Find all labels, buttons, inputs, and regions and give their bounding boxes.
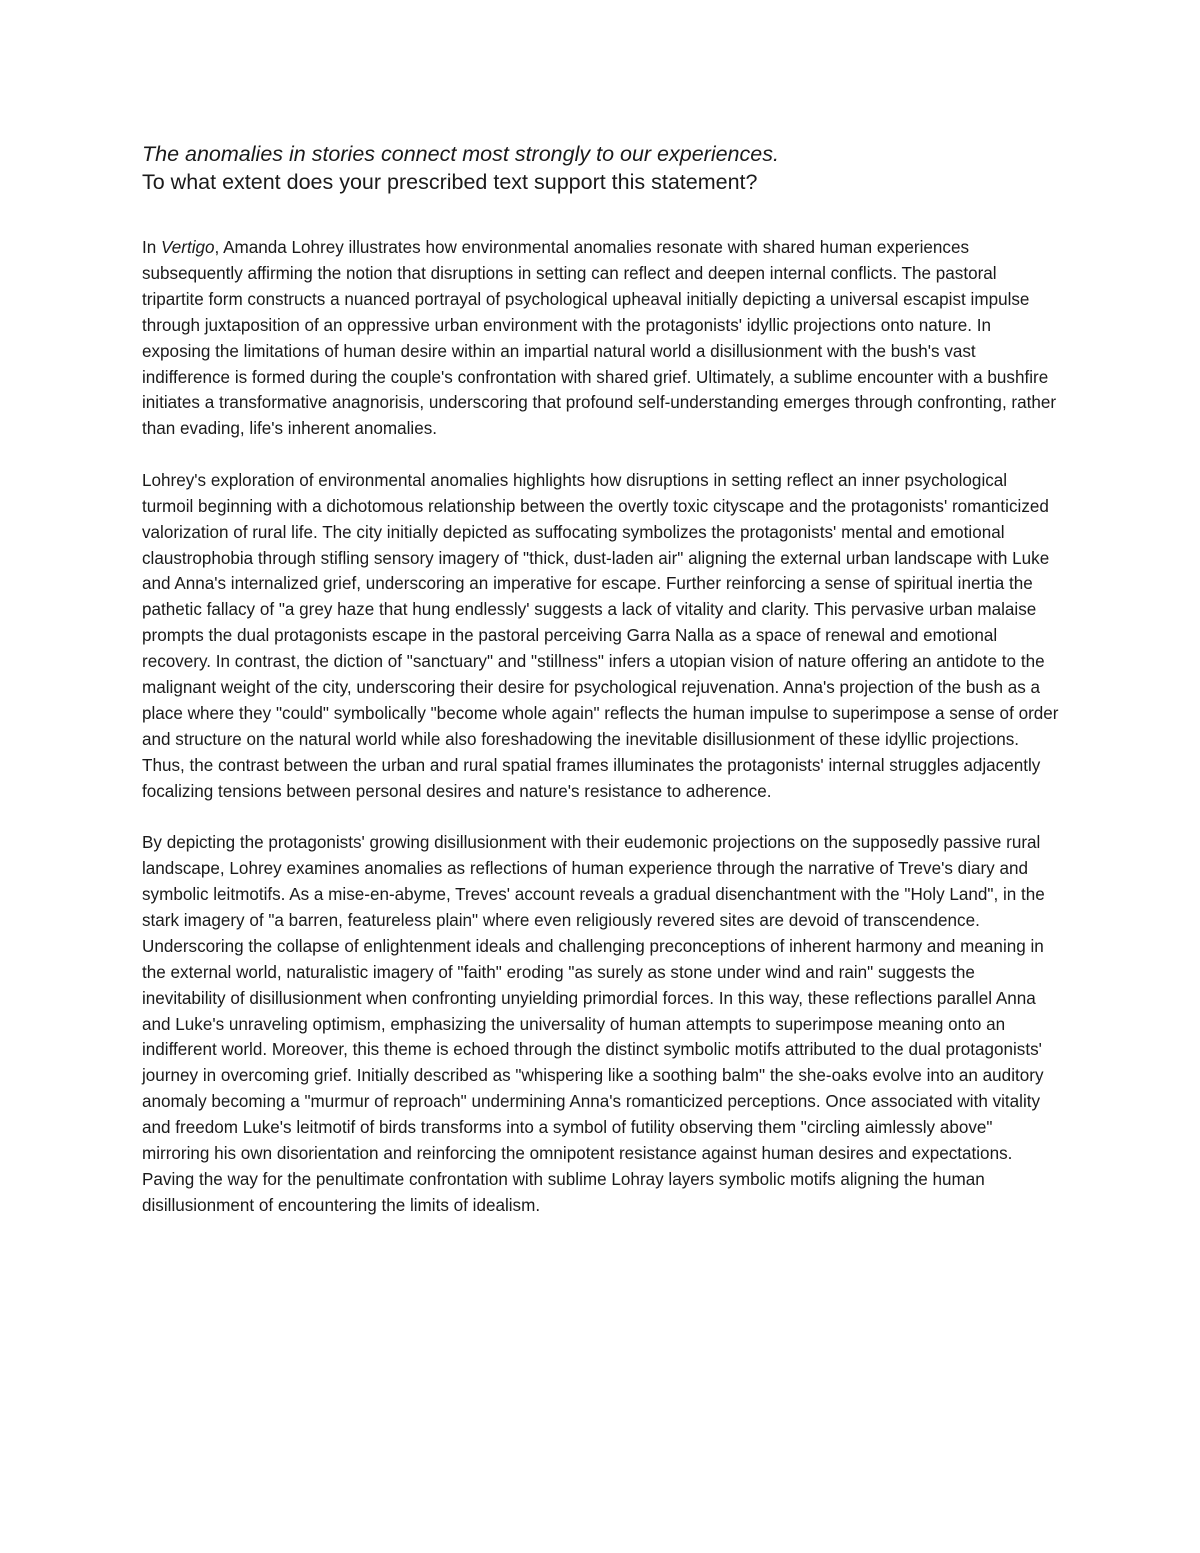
essay-prompt-question: To what extent does your prescribed text support this statement? [142, 170, 758, 194]
text-title: Vertigo [161, 238, 215, 257]
essay-prompt-statement: The anomalies in stories connect most strongly to our experiences. [142, 142, 779, 166]
introduction-paragraph [142, 235, 1060, 442]
document-page [142, 140, 1060, 1219]
intro-body: , Amanda Lohrey illustrates how environmental anomalies resonate with shared human experiences subsequently affirming the notion that disruptions in setting can reflect and deepen internal conflicts. The pastoral tripartite form constructs a nuanced portrayal of psychological upheaval initially depicting a universal escapist impulse through juxtaposition of an oppressive urban environment with the protagonists' idyllic projections onto nature. In exposing the limitations of human desire within an impartial natural world a disillusionment with the bush's vast indifference is formed during the couple's confrontation with shared grief. Ultimately, a sublime encounter with a bushfire initiates a transformative anagnorisis, underscoring that profound self-understanding emerges through confronting, rather than evading, life's inherent anomalies. [142, 238, 1057, 439]
body-paragraph-1: Lohrey's exploration of environmental anomalies highlights how disruptions in setting reflect an inner psychological turmoil beginning with a dichotomous relationship between the overtly toxic cityscape and the protagonists' romanticized valorization of rural life. The city initially depicted as suffocating symbolizes the protagonists' mental and emotional claustrophobia through stifling sensory imagery of "thick, dust-laden air" aligning the external urban landscape with Luke and Anna's internalized grief, underscoring an imperative for escape. Further reinforcing a sense of spiritual inertia the pathetic fallacy of "a grey haze that hung endlessly' suggests a lack of vitality and clarity. This pervasive urban malaise prompts the dual protagonists escape in the pastoral perceiving Garra Nalla as a space of renewal and emotional recovery. In contrast, the diction of "sanctuary" and "stillness" infers a utopian vision of nature offering an antidote to the malignant weight of the city, underscoring their desire for psychological rejuvenation. Anna's projection of the bush as a place where they "could" symbolically "become whole again" reflects the human impulse to superimpose a sense of order and structure on the natural world while also foreshadowing the inevitable disillusionment of these idyllic projections. Thus, the contrast between the urban and rural spatial frames illuminates the protagonists' internal struggles adjacently focalizing tensions between personal desires and nature's resistance to adherence. [142, 470, 1059, 801]
intro-prefix: In [142, 238, 162, 257]
body-paragraph-2: By depicting the protagonists' growing disillusionment with their eudemonic projections on the supposedly passive rural landscape, Lohrey examines anomalies as reflections of human experience through the narrative of Treve's diary and symbolic leitmotifs. As a mise-en-abyme, Treves' account reveals a gradual disenchantment with the "Holy Land", in the stark imagery of "a barren, featureless plain" where even religiously revered sites are devoid of transcendence. Underscoring the collapse of enlightenment ideals and challenging preconceptions of inherent harmony and meaning in the external world, naturalistic imagery of "faith" eroding "as surely as stone under wind and rain" suggests the inevitability of disillusionment when confronting unyielding primordial forces. In this way, these reflections parallel Anna and Luke's unraveling optimism, emphasizing the universality of human attempts to superimpose meaning onto an indifferent world. Moreover, this theme is echoed through the distinct symbolic motifs attributed to the dual protagonists' journey in overcoming grief. Initially described as "whispering like a soothing balm" the she-oaks evolve into an auditory anomaly becoming a "murmur of reproach" undermining Anna's romanticized perceptions. Once associated with vitality and freedom Luke's leitmotif of birds transforms into a symbol of futility observing them "circling aimlessly above" mirroring his own disorientation and reinforcing the omnipotent resistance against human desires and expectations. Paving the way for the penultimate confrontation with sublime Lohray layers symbolic motifs aligning the human disillusionment of encountering the limits of idealism. [142, 833, 1045, 1215]
